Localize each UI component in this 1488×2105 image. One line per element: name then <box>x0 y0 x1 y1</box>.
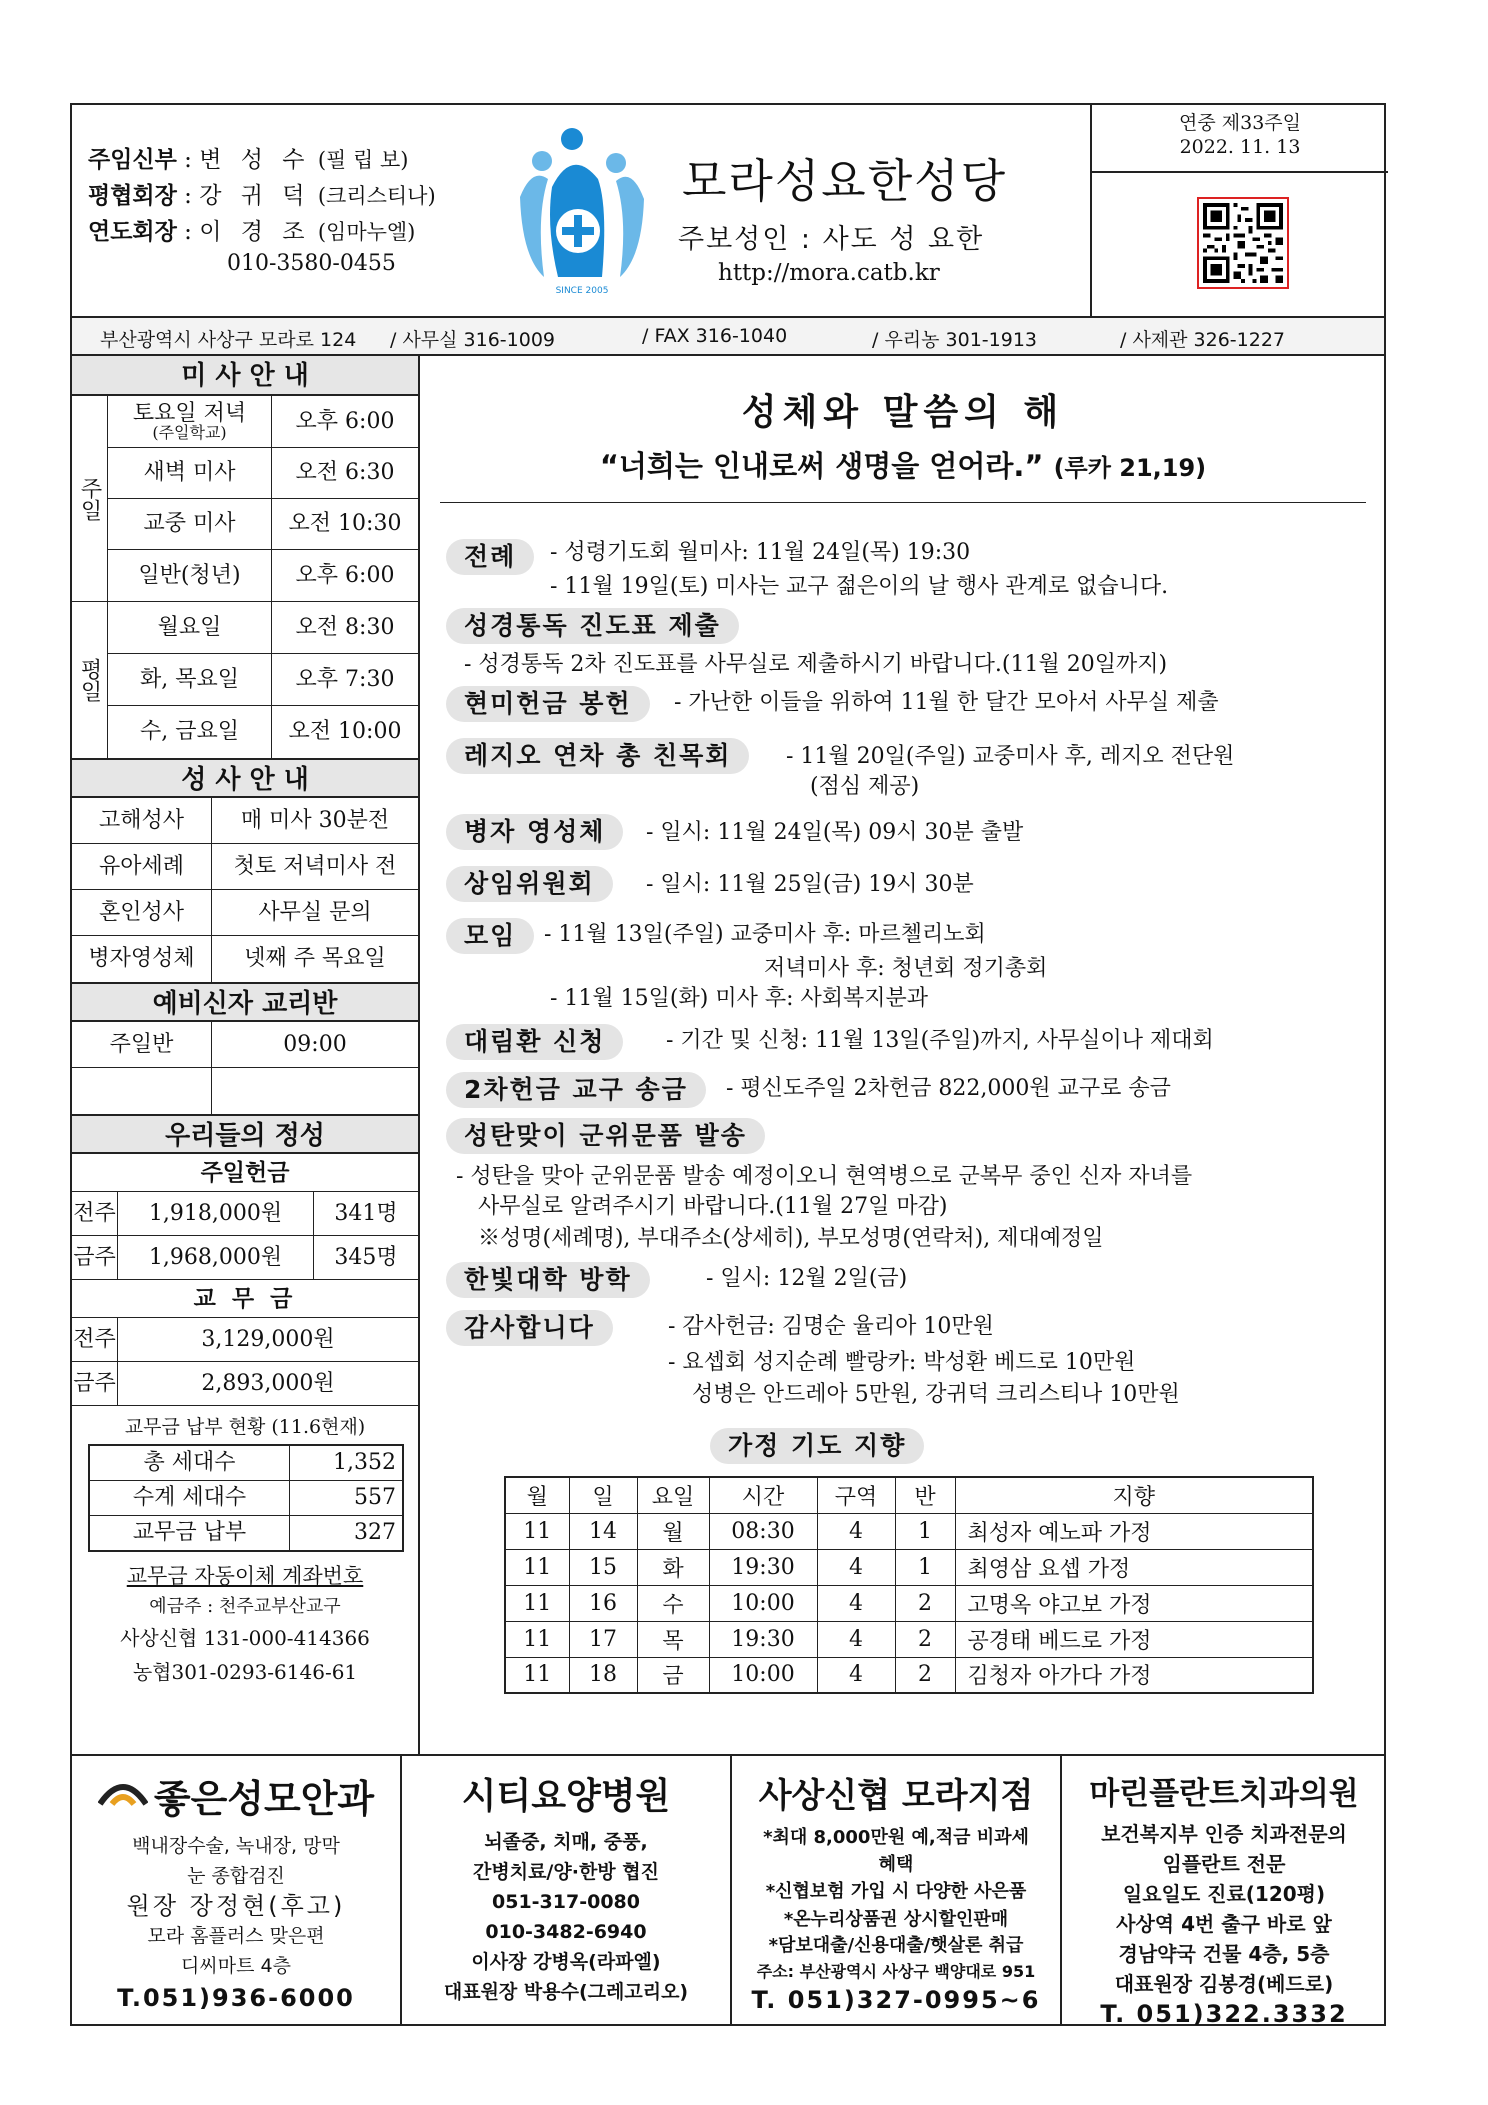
parish-url[interactable]: http://mora.catb.kr <box>718 260 940 286</box>
notice-title-committee: 상임위원회 <box>446 866 613 902</box>
account-number-shinhyup: 사상신협 131-000-414366 <box>120 1626 370 1650</box>
offering-row: 전주 1,918,000원 341명 <box>72 1192 418 1236</box>
table-row: 11 16 수 10:00 4 2 고명옥 야고보 가정 <box>505 1585 1313 1621</box>
main-content: 성체와 말씀의 해 “너희는 인내로써 생명을 얻어라.” (루카 21,19) 전례 - 성령기도회 월미사: 11월 24일(목) 19:30 - 11월 19일(토) 미사는 교구 젊은이의 날 행사 관계로 없습니다. 성경통독 진도표 제출 - 성경통독 2차 진도표를 사무실로 제출하시기 바랍니다.(11월 20일까지) 현미헌금 봉헌 - 가난한 이들을 위하여 11월 한 달간 모아서 사무실 제출 레지오 연차 총 친목회 - 11월 20일(주일) 교중미사 후, 레지오 전단원 (점심 제공) 병자 영성체 - 일시: 11월 24일(목) 09시 30분 출발 상임위원회 - 일시: 11월 25일(금) 19시 30분 모임 - 11월 13일(주일) 교중미사 후: 마르첼리노회 저녁미사 후: 청년회 정기총회 - 11월 15일(화) 미사 후: 사회복지분과 대림환 신청 - 기간 및 신청: 11월 13일(주일)까지, 사무실이나 제대회 2차헌금 교구 송금 - 평신도주일 2차헌금 822,000원 교구로 송금 성탄맞이 군위문품 발송 - 성탄을 맞아 군위문품 발송 예정이오니 현역병으로 군복무 중인 신자 자녀를 사무실로 알려주시기 바랍니다.(11월 27일 마감) ※성명(세례명), 부대주소(상세히), 부모성명(연락처), 제대예정일 한빛대학 방학 - 일시: 12월 2일(금) 감사합니다 - 감사헌금: 김명순 율리아 10만원 - 요셉회 성지순례 빨랑카: 박성환 베드로 10만원 성병은 안드레아 5만원, 강귀덕 크리스티나 10만원 가정 기도 지향 월 일 요일 시간 구역 반 지향 11 14 월 08:30 4 1 최성자 예노파 가정 11 15 화 19:30 4 1 최영삼 요셉 가정 11 16 수 10:00 4 2 고명옥 야고보 가정 11 17 목 19:30 4 2 공경태 베드로 가정 11 18 금 10:00 4 2 김청자 아가다 가정 <box>420 356 1386 1756</box>
mass-row: 일반(청년) 오후 6:00 <box>108 550 418 602</box>
catechumen-row: 주일반 09:00 <box>72 1022 418 1068</box>
sunday-offering-title: 주일헌금 <box>72 1154 418 1192</box>
liturgical-week: 연중 제33주일 <box>1179 112 1301 134</box>
mass-row: 교중 미사 오전 10:30 <box>108 499 418 550</box>
notice-title-legio: 레지오 연차 총 친목회 <box>446 738 749 774</box>
address: 부산광역시 사상구 모라로 124 <box>100 329 357 351</box>
notice-title-sick: 병자 영성체 <box>446 814 623 850</box>
ad-dental-clinic: 마린플란트치과의원 보건복지부 인증 치과전문의 임플란트 전문 일요일도 진료(120평) 사상역 4번 출구 바로 앞 경남약국 건물 4층, 5층 대표원장 김봉경(베드로) T. 051)322.3332 <box>1089 1776 1359 2028</box>
mass-schedule-title: 미 사 안 내 <box>72 356 418 396</box>
sacrament-title: 성 사 안 내 <box>72 758 418 798</box>
staff-phone: 010-3580-0455 <box>227 251 396 276</box>
patron-saint: 주보성인 : 사도 성 요한 <box>678 224 985 255</box>
offering-row: 금주 1,968,000원 345명 <box>72 1236 418 1280</box>
eye-clinic-logo-icon <box>98 1776 148 1816</box>
notice-title-advent: 대림환 신청 <box>446 1024 623 1060</box>
ad-eye-clinic: 좋은성모안과 백내장수술, 녹내장, 망막 눈 종합검진 원장 장정현(후고) 모라 홈플러스 맞은편 디씨마트 4층 T.051)936-6000 <box>72 1756 402 2024</box>
sacrament-row: 혼인성사 사무실 문의 <box>72 890 418 936</box>
notice-title-xmas: 성탄맞이 군위문품 발송 <box>446 1118 765 1154</box>
mass-row: 월요일 오전 8:30 <box>108 602 418 654</box>
ad-credit-union: 사상신협 모라지점 *최대 8,000만원 예,적금 비과세 혜택 *신협보험 가입 시 다양한 사은품 *온누리상품권 상시할인판매 *담보대출/신용대출/햇살론 취급 주소: 부산광역시 사상구 백양대로 951 T. 051)327-0995~6 <box>732 1756 1062 2024</box>
ujin-phone: / 우리농 301-1913 <box>872 329 1038 351</box>
fax-number: / FAX 316-1040 <box>642 325 788 347</box>
tithe-row: 금주 2,893,000원 <box>72 1362 418 1406</box>
weekday-group-label: 평일 <box>72 602 108 758</box>
address-bar <box>70 318 1386 356</box>
week-info <box>1090 105 1386 316</box>
tithe-status-table: 총 세대수 1,352 수계 세대수 557 교무금 납부 327 <box>88 1444 404 1552</box>
left-sidebar <box>70 356 420 1756</box>
parish-logo-icon <box>512 127 652 297</box>
account-holder: 예금주 : 천주교부산교구 <box>149 1596 341 1617</box>
notice-title-rice: 현미헌금 봉헌 <box>446 686 650 722</box>
sponsor-ads <box>70 1756 1386 2026</box>
notice-title-hanbit: 한빛대학 방학 <box>446 1262 650 1298</box>
account-number-nonghyup: 농협301-0293-6146-61 <box>132 1660 358 1684</box>
notice-title-bible: 성경통독 진도표 제출 <box>446 608 739 644</box>
offering-title: 우리들의 정성 <box>72 1114 418 1154</box>
parish-title: 모라성요한성당 <box>682 154 1008 208</box>
sacrament-row: 고해성사 매 미사 30분전 <box>72 798 418 844</box>
mass-row: 수, 금요일 오전 10:00 <box>108 706 418 758</box>
prayer-title: 가정 기도 지향 <box>710 1428 924 1464</box>
notice-title-liturgy: 전례 <box>446 539 534 575</box>
notice-title-thanks: 감사합니다 <box>446 1310 613 1346</box>
family-prayer-table <box>504 1476 1314 1694</box>
table-header-row: 월 일 요일 시간 구역 반 지향 <box>505 1477 1313 1513</box>
sacrament-row: 병자영성체 넷째 주 목요일 <box>72 936 418 982</box>
office-phone: / 사무실 316-1009 <box>390 329 556 351</box>
table-row: 11 17 목 19:30 4 2 공경태 베드로 가정 <box>505 1621 1313 1657</box>
mass-row: 새벽 미사 오전 6:30 <box>108 448 418 499</box>
qr-code-icon[interactable] <box>1197 197 1289 289</box>
table-row: 11 15 화 19:30 4 1 최영삼 요셉 가정 <box>505 1549 1313 1585</box>
tithe-row: 전주 3,129,000원 <box>72 1318 418 1362</box>
account-title: 교무금 자동이체 계좌번호 <box>126 1564 364 1588</box>
tithe-status-title: 교무금 납부 현황 (11.6현재) <box>124 1416 366 1438</box>
notice-title-second-collection: 2차헌금 교구 송금 <box>446 1072 706 1108</box>
bulletin-date: 2022. 11. 13 <box>1179 136 1301 158</box>
table-row: 11 18 금 10:00 4 2 김청자 아가다 가정 <box>505 1657 1313 1693</box>
table-row: 11 14 월 08:30 4 1 최성자 예노파 가정 <box>505 1513 1313 1549</box>
mass-row: 화, 목요일 오후 7:30 <box>108 654 418 706</box>
sunday-group-label: 주일 <box>72 396 108 602</box>
bulletin-header <box>70 103 1386 318</box>
catechumen-empty-row <box>72 1068 418 1114</box>
staff-council-president: 평협회장 : 강 귀 덕 (크리스티나) <box>88 182 436 209</box>
year-title: 성체와 말씀의 해 <box>741 392 1065 433</box>
tithe-title: 교 무 금 <box>72 1280 418 1318</box>
staff-prayer-president: 연도회장 : 이 경 조 (임마누엘) <box>88 218 416 245</box>
notice-title-meeting: 모임 <box>446 918 534 954</box>
catechumen-title: 예비신자 교리반 <box>72 982 418 1022</box>
svg-text:SINCE 2005: SINCE 2005 <box>555 286 609 296</box>
ad-care-hospital: 시티요양병원 뇌졸중, 치매, 중풍, 간병치료/양·한방 협진 051-317-0080 010-3482-6940 이사장 강병옥(라파엘) 대표원장 박용수(그레고리오) <box>402 1756 732 2024</box>
scripture-verse: “너희는 인내로써 생명을 얻어라.” (루카 21,19) <box>599 449 1207 483</box>
staff-pastor: 주임신부 : 변 성 수 (필 립 보) <box>88 146 409 173</box>
rectory-phone: / 사제관 326-1227 <box>1120 329 1286 351</box>
sacrament-row: 유아세례 첫토 저녁미사 전 <box>72 844 418 890</box>
mass-row: 토요일 저녁 (주일학교) 오후 6:00 <box>108 396 418 448</box>
